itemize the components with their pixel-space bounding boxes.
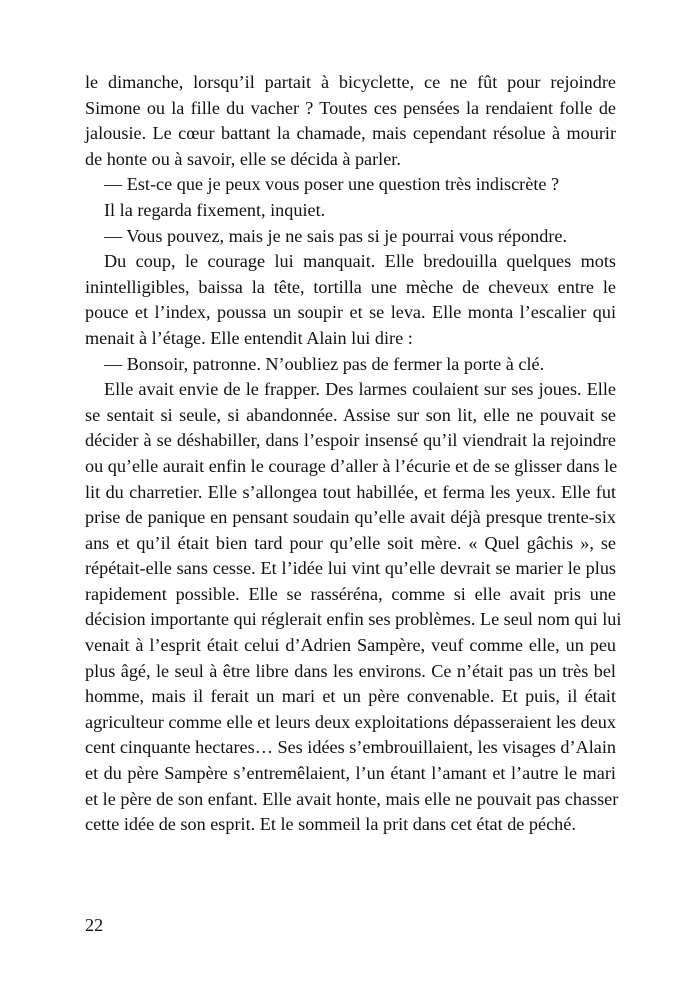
text-line: — Bonsoir, patronne. N’oubliez pas de fermer la porte à clé. <box>104 353 545 374</box>
text-line: menait à l’étage. Elle entendit Alain lui dire : <box>85 327 413 348</box>
text-line: — Est-ce que je peux vous poser une question très indiscrète ? <box>104 174 560 195</box>
text-line: Il la regarda fixement, inquiet. <box>104 199 326 220</box>
text-line: agriculteur comme elle et leurs deux exploitations dépasseraient les deux <box>85 711 616 732</box>
text-line: venait à l’esprit était celui d’Adrien Sampère, veuf comme elle, un peu <box>85 635 616 656</box>
text-line: Elle avait envie de le frapper. Des larmes coulaient sur ses joues. Elle <box>104 379 616 400</box>
text-line: de honte ou à savoir, elle se décida à parler. <box>85 148 401 169</box>
text-line: rapidement possible. Elle se rasséréna, comme si elle avait pris une <box>85 583 616 604</box>
text-line: répétait-elle sans cesse. Et l’idée lui vint qu’elle devrait se marier le plus <box>85 558 616 579</box>
text-line: ans et qu’il était bien tard pour qu’elle soit mère. « Quel gâchis », se <box>85 532 616 553</box>
text-line: — Vous pouvez, mais je ne sais pas si je pourrai vous répondre. <box>104 225 568 246</box>
text-line: cette idée de son esprit. Et le sommeil la prit dans cet état de péché. <box>85 814 576 835</box>
text-line: homme, mais il ferait un mari et un père convenable. Et puis, il était <box>85 686 616 707</box>
body-text <box>85 70 622 838</box>
text-line: pouce et l’index, poussa un soupir et se leva. Elle monta l’escalier qui <box>85 302 616 323</box>
text-line: décider à se déshabiller, dans l’espoir insensé qu’il viendrait la rejoindre <box>85 430 616 451</box>
text-line: Du coup, le courage lui manquait. Elle bredouilla quelques mots <box>104 251 616 272</box>
text-line: Simone ou la fille du vacher ? Toutes ces pensées la rendaient folle de <box>85 97 616 118</box>
text-line: se sentait si seule, si abandonnée. Assise sur son lit, elle ne pouvait se <box>85 404 616 425</box>
page-number: 22 <box>85 915 104 935</box>
text-line: inintelligibles, baissa la tête, tortilla une mèche de cheveux entre le <box>85 276 616 297</box>
text-line: prise de panique en pensant soudain qu’elle avait déjà presque trente-six <box>85 507 616 528</box>
text-line: plus âgé, le seul à être libre dans les environs. Ce n’était pas un très bel <box>85 660 616 681</box>
text-line: et le père de son enfant. Elle avait honte, mais elle ne pouvait pas chasser <box>85 788 619 809</box>
text-line: cent cinquante hectares… Ses idées s’embrouillaient, les visages d’Alain <box>85 737 616 758</box>
text-line: décision importante qui réglerait enfin ses problèmes. Le seul nom qui lui <box>85 609 622 630</box>
text-line: ou qu’elle aurait enfin le courage d’aller à l’écurie et de se glisser dans le <box>85 455 618 476</box>
text-line: le dimanche, lorsqu’il partait à bicyclette, ce ne fût pour rejoindre <box>85 72 616 92</box>
text-line: jalousie. Le cœur battant la chamade, mais cependant résolue à mourir <box>85 123 616 144</box>
text-line: et du père Sampère s’entremêlaient, l’un étant l’amant et l’autre le mari <box>85 763 616 784</box>
text-line: lit du charretier. Elle s’allongea tout habillée, et ferma les yeux. Elle fut <box>85 481 616 502</box>
